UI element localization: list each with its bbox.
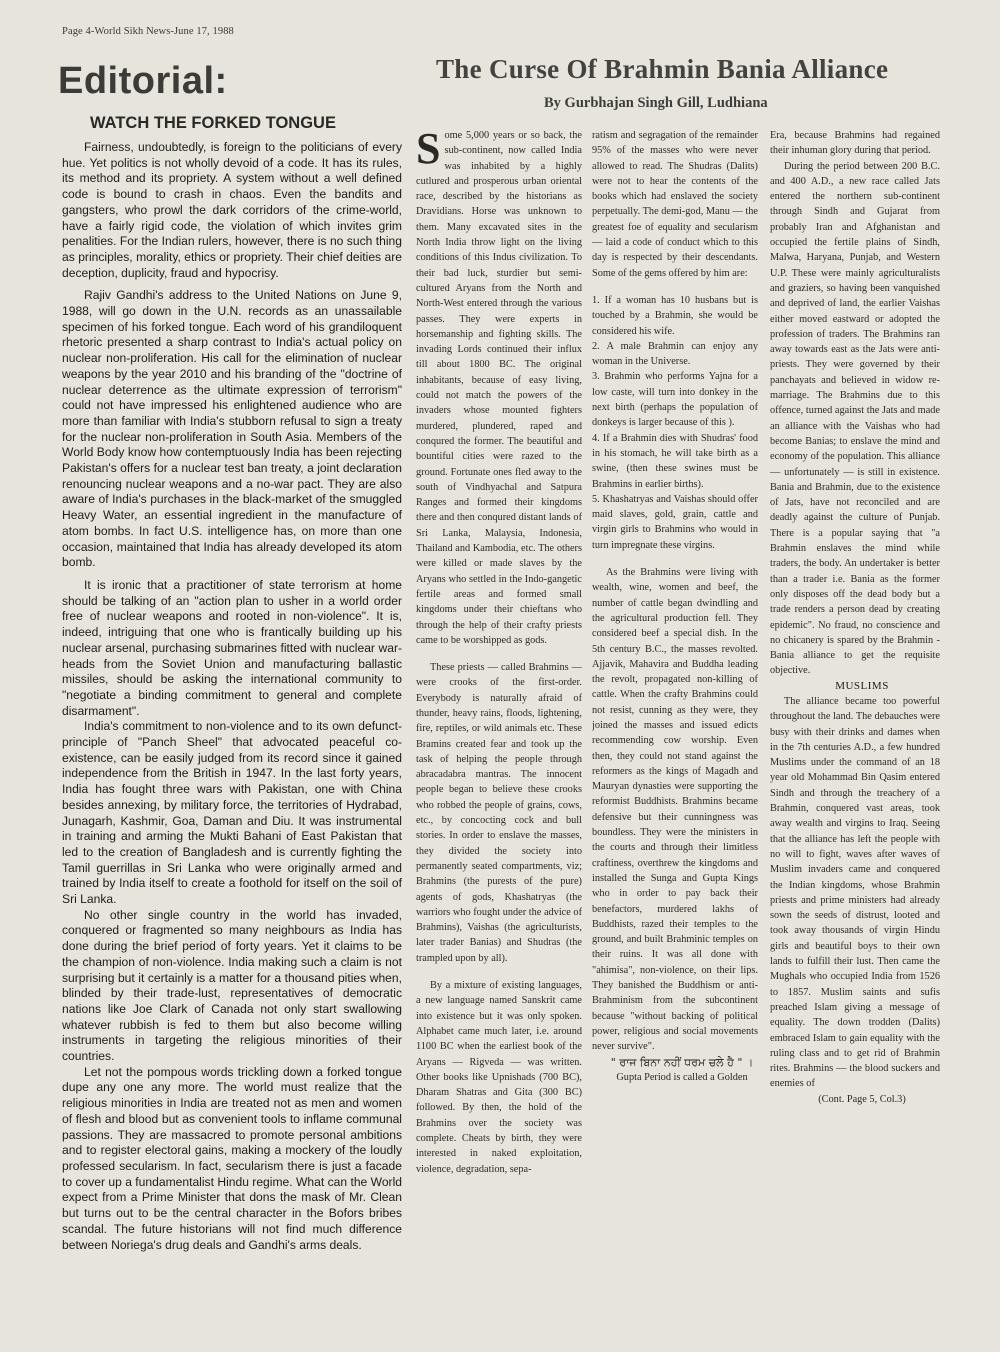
gem-item: 2. A male Brahmin can enjoy any woman in the Universe. — [592, 340, 758, 368]
article-paragraph: During the period between 200 B.C. and 400 A.D., a new race called Jats entered the northern sub-continent through Sindh and Gujarat from probably Iran and Afghanistan and occupied the fertile plains of Sindh, Malwa, Haryana, Punjab, and Western U.P. These were mainly agriculturalists and graziers, so having been vanquished and deprived of land, the earlier Vaishas either moved eastward or adopted the profession of traders. The Brahmins ran away towards east as the Jats were anti-priests. They were governed by their panchayats and believed in widow re-marriage. The Brahmins due to this offence, turned against the Jats and made an alliance with the Vaishas who had become Banias; to enslave the mind and economy of the population. This alliance — unfortunately — is still in existence. Bania and Brahmin, due to the existence of Jats, have not reconciled and are deadly against the culture of Punjab. There is a popular saying that "a Brahmin enslaves the mind while traders, the body. An undertaker is better than a trader i.e. Bania as the former only disposes off the dead body but a trade renders a person dead by creating epidemic". No fraud, no conscience and no chicanery is spared by the Brahmin - Bania alliance to get the requisite objective. — [770, 160, 940, 677]
article-paragraph: ratism and segragation of the remainder 95% of the masses who were never allowed to read. The Shudras (Dalits) were not to hear the contents of the books which had enslaved the society perpetually. The demi-god, Manu — the greatest foe of equality and secularism — laid a code of conduct which to this day is respected by their descendants. Some of the gems offered by him are: — [592, 130, 758, 279]
article-byline: By Gurbhajan Singh Gill, Ludhiana — [544, 95, 768, 111]
article-paragraph-text: ome 5,000 years or so back, the sub-continent, now called India was inhabited by a highly cutlured and prosperous urban oriental race, described by the historians as Dravidians. Horse was unknown to them. Many excavated sites in the North India throw light on the living conditions of this Indus civilization. To their bad luck, sturdier but semi-cultured Aryans from the North and North-West entered through the various passes. They were experts in horsemanship and fighting skills. The invading Lords continued their influx till about 1800 BC. The original inhabitants, because of easy living, could not match the powers of the invaders whose mounted fighters murdered, plundered, raped and conqured the former. The beautiful and bountiful cities were razed to the ground. Fortunate ones fled away to the south of Vindhyachal and Satpura Ranges and formed their kingdoms there and then conqured distant lands of Sri Lanka, Malaysia, Indonesia, Thailand and Kambodia, etc. The others were killed or made slaves by the Aryans who settled in the Indo-gangetic fertile areas and formed small kingdoms under their chieftans who through the help of their crafty priests came to be worshipped as gods. — [416, 130, 582, 646]
article-paragraph: Era, because Brahmins had regained their inhuman glory during that period. — [770, 130, 940, 157]
gem-item: 1. If a woman has 10 husbans but is touched by a Brahmin, she would be considered his wife. — [592, 294, 758, 337]
editorial-paragraph: India's commitment to non-violence and to its own defunct-principle of "Panch Sheel" that advocated peaceful co-existence, can be easily judged from its record since it gained independence from the British in 1947. In the last forty years, India has fought three wars with Pakistan, one with China besides annexing, by military force, the territories of Hydrabad, Junagarh, Kashmir, Goa, Daman and Diu. It was instrumental in training and arming the Mukti Bahani of East Pakistan that led to the creation of Bangladesh and is currently fighting the Tamil guerrillas in Sri Lanka who were originally armed and trained by India itself to create a foothold for itself on the soil of Sri Lanka. — [62, 719, 402, 907]
article-column-2 — [592, 128, 758, 1324]
continued-note: (Cont. Page 5, Col.3) — [818, 1093, 906, 1105]
gem-item: 3. Brahmin who performs Yajna for a low caste, will turn into donkey in the next birth (perhaps the population of donkeys is larger because of this ). — [592, 371, 758, 429]
editorial-paragraph: Let not the pompous words trickling down a forked tongue dupe any one any more. The world must realize that the religious minorities in India are treated not as men and women of flesh and blood but as convenient tools to inflame communal passions. They are massacred to promote personal ambitions and to register electoral gains, making a mockery of the loudly professed secularism. In fact, secularism there is just a facade to cover up a fundamentalist Hindu regime. What can the World expect from a Prime Minister that dons the mask of Mr. Clean but turns out to be the central character in the Bofors bribes scandal. The future historians will not find much difference between Noriega's drug deals and Gandhi's arms deals. — [62, 1064, 402, 1252]
gem-item: 4. If a Brahmin dies with Shudras' food in his stomach, he will take birth as a swine, (then these swines must be Brahmins in earlier births). — [592, 432, 758, 490]
editorial-paragraph: No other single country in the world has invaded, conquered or fragmented so many neighbours as India has done during the brief period of forty years. Yet it claims to be the champion of non-violence. India making such a claim is not surprising but it certainly is a matter for a thousand pities when, blinded by their trade-lust, representatives of democratic nations like Joe Clark of Canada not only start swallowing whatever rubbish is fed to them but also become willing instruments in targeting the religious minorities of their countries. — [62, 907, 402, 1064]
article-column-1 — [416, 128, 582, 1324]
article-paragraph: Gupta Period is called a Golden — [616, 1071, 748, 1083]
article-paragraph: The alliance became too powerful throughout the land. The debauches were busy with their drinks and dames when in the 7th centuries A.D., a few hundred Muslims under the command of an 18 year old Mohammad Bin Qasim entered Sindh and through the treachery of a Brahmin, conquered vast areas, took away wealth and virgins to Iraq. Seeing that the alliance has left the people with no will to fight, waves after waves of Muslim invaders came and conquered the Indian kingdoms, whose Brahmin priests and prime ministers had already sown the seeds of distrust, looted and took away thousands of virgin Hindu girls and beautiful boys to their own lands to fulfill their lust. Then came the Mughals who occupied India from 1526 to 1857. Muslim saints and sufis preached Islam giving a message of equality. The down trodden (Dalits) embraced Islam to gain equality with the ruling class and to get rid of Brahmin rites. Brahmins — the blood suckers and enemies of — [770, 695, 940, 1090]
editorial-paragraph: It is ironic that a practitioner of state terrorism at home should be talking of an "action plan to usher in a world order free of nuclear weapons and rooted in non-violence". It is, indeed, intriguing that one who is frantically building up his nuclear arsenal, purchasing submarines fitted with nuclear war-heads from the Soviet Union and manufacturing ballastic missiles, should be asking the international community to "negotiate a binding commitment to general and complete disarmament". — [62, 577, 402, 718]
editorial-paragraph: Rajiv Gandhi's address to the United Nations on June 9, 1988, will go down in the U.N. records as an unassailable specimen of his forked tongue. Each word of his grandiloquent rhetoric presented a sharp contrast to India's actual policy on nuclear non-proliferation. His call for the elimination of nuclear weapons by the year 2010 and his branding of the "doctrine of nuclear deterrence as the ultimate expression of terrorism" could not have impressed his enlightened audience who are more than familiar with India's stubborn refusal to sign a treaty for the nuclear non-proliferation in South Asia. Members of the World Body know how contemptuously India has been rejecting Pakistan's offers for a nuclear test ban treaty, a joint declaration renouncing nuclear weapons and a no-war pact. They are also aware of India's purchases in the black-market of the smuggled Heavy Water, an essential ingredient in the manufacture of atom bombs. In fact U.S. intelligence has, on more than one occasion, maintained that India has already developed its atom bomb. — [62, 288, 402, 570]
article-paragraph: As the Brahmins were living with wealth, wine, women and beef, the number of cattle began dwindling and the agricultural production fell. They considered beef a special dish. In the 5th century B.C., the masses revolted. Ajjavik, Mahavira and Buddha leading the revolt, propagated non-killing of cattle. When the crafty Brahmins could not resist, cunning as they were, they joined the masses and issued edicts recommending cow worship. Even then, they could not stand against the reformers as the kings of Magadh and Mauryan dynasties were supporting the reformist Buddhists. Brahmins became defensive but their cunningness was boundless. They were the ministers in the courts and through their limitless craftiness, overthrew the kingdoms and installed the Sunga and Gupta Kings who in order to pay back their benefactors, murdered lakhs of Buddhists, razed their temples to the ground, and built Brahminic temples on their ruins. It was all done with "ahimisa", non-violence, on their lips. They banished the Buddhism or anti-Brahminism from the subcontinent because "without backing of political power, religious and social movements never survive". — [592, 567, 758, 1053]
gurmukhi-quote: " ਰਾਜ ਬਿਨਾ ਨਹੀਂ ਧਰਮ ਚਲੇ ਹੈ " । — [610, 1055, 754, 1069]
drop-cap: S — [416, 128, 441, 173]
article-title: The Curse Of Brahmin Bania Alliance — [436, 54, 889, 84]
editorial-heading: Editorial: — [58, 60, 228, 102]
article-column-3 — [770, 128, 940, 1334]
section-heading-muslims: MUSLIMS — [835, 679, 889, 692]
article-paragraph: By a mixture of existing languages, a new language named Sanskrit came into existence but it was only spoken. Alphabet came much later, i.e. around 1100 BC when the earliest book of the Aryans — Rigveda — was written. Other books like Upnishads (700 BC), Dharam Shatras and Gita (300 BC) followed. By then, the hold of the Brahmins over the society was complete. Cheats by birth, they were interested in naked exploitation, violence, degradation, sepa- — [416, 980, 582, 1175]
article-paragraph: These priests — called Brahmins — were crooks of the first-order. Everybody is naturally afraid of thunder, heavy rains, floods, lightening, fire, reptiles, or wild animals etc. These Bramins created fear and took up the task of helping the people through abracadabra mantras. The innocent people began to believe these crooks who robbed the people of grains, cows, etc., by concocting cock and bull stories. In order to enslave the masses, they divided the society into permanently seated compartments, viz; Brahmins (the purests of the pure) agents of gods, Khashatryas (the warriors who fought under the advice of Brahmins), Vaishas (the agriculturists, later trader Banias) and Shudras (the trampled upon by all). — [416, 662, 582, 964]
page-folio: Page 4-World Sikh News-June 17, 1988 — [62, 26, 234, 37]
editorial-subheading: WATCH THE FORKED TONGUE — [90, 114, 336, 132]
article-paragraph — [416, 128, 582, 648]
gem-item: 5. Khashatryas and Vaishas should offer maid slaves, gold, grain, cattle and virgin girls to Brahmins who would in turn impregnate these virgins. — [592, 493, 758, 551]
editorial-column — [62, 140, 402, 1328]
editorial-paragraph: Fairness, undoubtedly, is foreign to the politicians of every hue. Yet politics is not wholly devoid of a code. It has its rules, its method and its propriety. A system without a well defined code is bound to crash in chaos. Even the bandits and gangsters, who prowl the dark corridors of the crime-world, have a fairly rigid code, the violation of which invites grim penalities. For the Indian rulers, however, there is no such thing as principles, morality, ethics or propriety. Their chief deities are deception, duplicity, fraud and hypocrisy. — [62, 140, 402, 280]
